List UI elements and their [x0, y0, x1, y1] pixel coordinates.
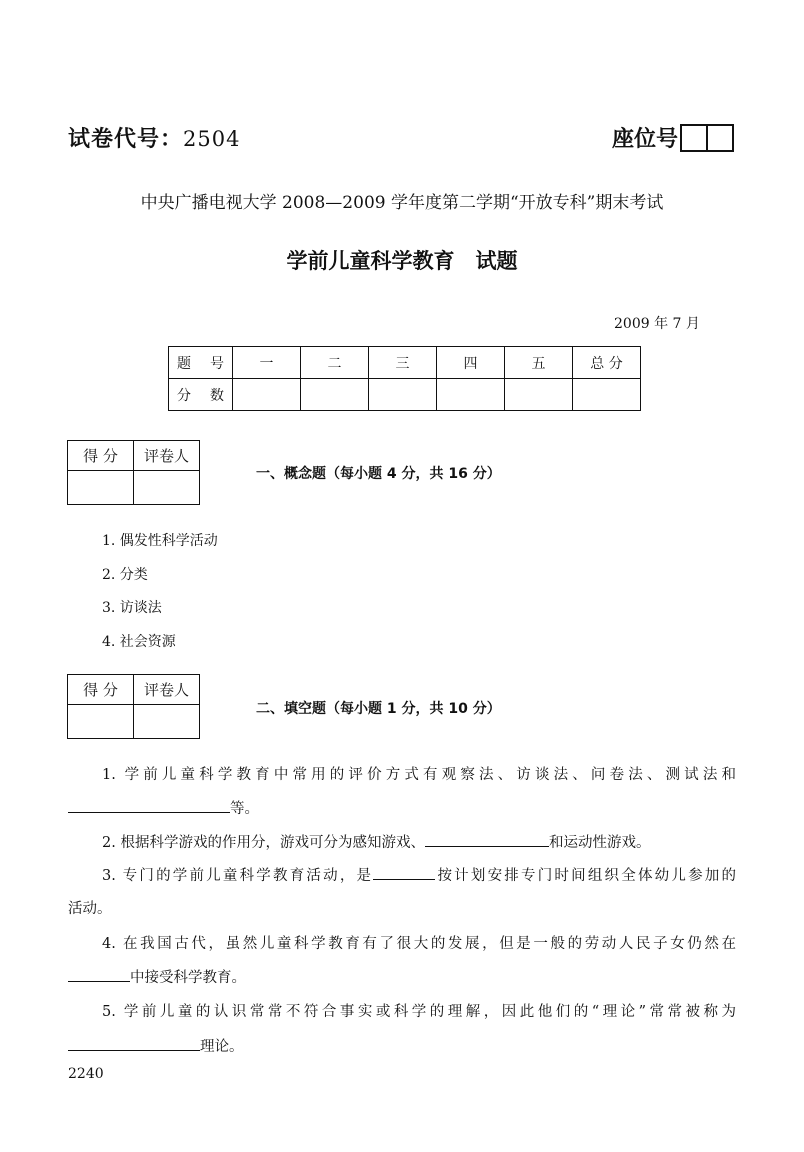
fill-question-3-line1	[68, 865, 736, 886]
seat-number	[612, 122, 734, 153]
grader-score-label: 得 分	[68, 441, 134, 471]
score-table-col: 三	[369, 347, 437, 379]
grader-score-label: 得 分	[68, 675, 134, 705]
paper-code-value: 2504	[183, 127, 241, 151]
score-table-col: 二	[301, 347, 369, 379]
exam-title: 中央广播电视大学 2008—2009 学年度第二学期“开放专科”期末考试	[140, 193, 664, 213]
section2-heading: 二、填空题（每小题 1 分，共 10 分）	[256, 701, 501, 717]
fill-question-text: 理论。	[200, 1039, 244, 1055]
concept-item: 2. 分类	[102, 567, 148, 583]
grader-box-section1	[67, 440, 200, 505]
concept-item: 3. 访谈法	[102, 600, 162, 616]
seat-number-label: 座位号	[612, 127, 679, 152]
seat-box-2	[706, 126, 732, 150]
fill-question-1-line2	[68, 798, 736, 819]
paper-code-label: 试卷代号：	[68, 127, 184, 152]
grader-name-label: 评卷人	[134, 675, 200, 705]
page-footer-code: 2240	[68, 1066, 104, 1082]
fill-question-text: 中接受科学教育。	[130, 970, 246, 986]
concept-item: 4. 社会资源	[102, 634, 176, 650]
score-table-col: 四	[437, 347, 505, 379]
grader-name-cell[interactable]	[134, 471, 200, 505]
answer-blank[interactable]	[425, 832, 549, 847]
score-cell[interactable]	[301, 379, 369, 411]
answer-blank[interactable]	[68, 1036, 200, 1051]
grader-name-cell[interactable]	[134, 705, 200, 739]
fill-question-text: 等。	[230, 801, 259, 817]
score-table-row-score	[169, 379, 641, 411]
fill-question-5-line1	[68, 1002, 736, 1022]
score-cell[interactable]	[369, 379, 437, 411]
score-cell[interactable]	[233, 379, 301, 411]
grader-box-section2	[67, 674, 200, 739]
answer-blank[interactable]	[68, 798, 230, 813]
fill-question-1-line1	[68, 765, 736, 785]
fill-question-text: 2. 根据科学游戏的作用分，游戏可分为感知游戏、	[102, 835, 425, 851]
score-table-header: 题 号	[169, 347, 233, 379]
score-table-col: 五	[505, 347, 573, 379]
fill-question-text: 4. 在我国古代，虽然儿童科学教育有了很大的发展，但是一般的劳动人民子女仍然在	[102, 936, 736, 952]
fill-question-4-line2	[68, 967, 736, 988]
concept-item: 1. 偶发性科学活动	[102, 533, 218, 549]
score-table-header: 分 数	[169, 379, 233, 411]
score-cell[interactable]	[573, 379, 641, 411]
fill-question-2	[68, 832, 736, 853]
paper-code	[68, 122, 240, 153]
fill-question-text: 1. 学前儿童科学教育中常用的评价方式有观察法、访谈法、问卷法、测试法和	[102, 767, 736, 783]
subject-title: 学前儿童科学教育 试题	[286, 249, 518, 273]
fill-question-3-line2	[68, 899, 736, 919]
score-table-col: 一	[233, 347, 301, 379]
grader-name-label: 评卷人	[134, 441, 200, 471]
answer-blank[interactable]	[373, 865, 435, 880]
score-cell[interactable]	[437, 379, 505, 411]
fill-question-5-line2	[68, 1036, 736, 1057]
score-table-row-question	[169, 347, 641, 379]
score-table-col: 总 分	[573, 347, 641, 379]
seat-box-1	[682, 126, 706, 150]
fill-question-text: 活动。	[68, 901, 112, 917]
grader-score-cell[interactable]	[68, 705, 134, 739]
seat-number-boxes	[680, 124, 734, 152]
fill-question-text: 5. 学前儿童的认识常常不符合事实或科学的理解，因此他们的“理论”常常被称为	[102, 1004, 736, 1020]
exam-date: 2009 年 7 月	[614, 316, 700, 332]
fill-question-text: 3. 专门的学前儿童科学教育活动，是	[102, 868, 374, 884]
fill-question-text: 和运动性游戏。	[548, 835, 651, 851]
answer-blank[interactable]	[68, 967, 130, 982]
fill-question-4-line1	[68, 934, 736, 954]
grader-score-cell[interactable]	[68, 471, 134, 505]
section1-heading: 一、概念题（每小题 4 分，共 16 分）	[256, 466, 501, 482]
score-table	[168, 346, 641, 411]
fill-question-text: 按计划安排专门时间组织全体幼儿参加的	[435, 868, 736, 884]
score-cell[interactable]	[505, 379, 573, 411]
